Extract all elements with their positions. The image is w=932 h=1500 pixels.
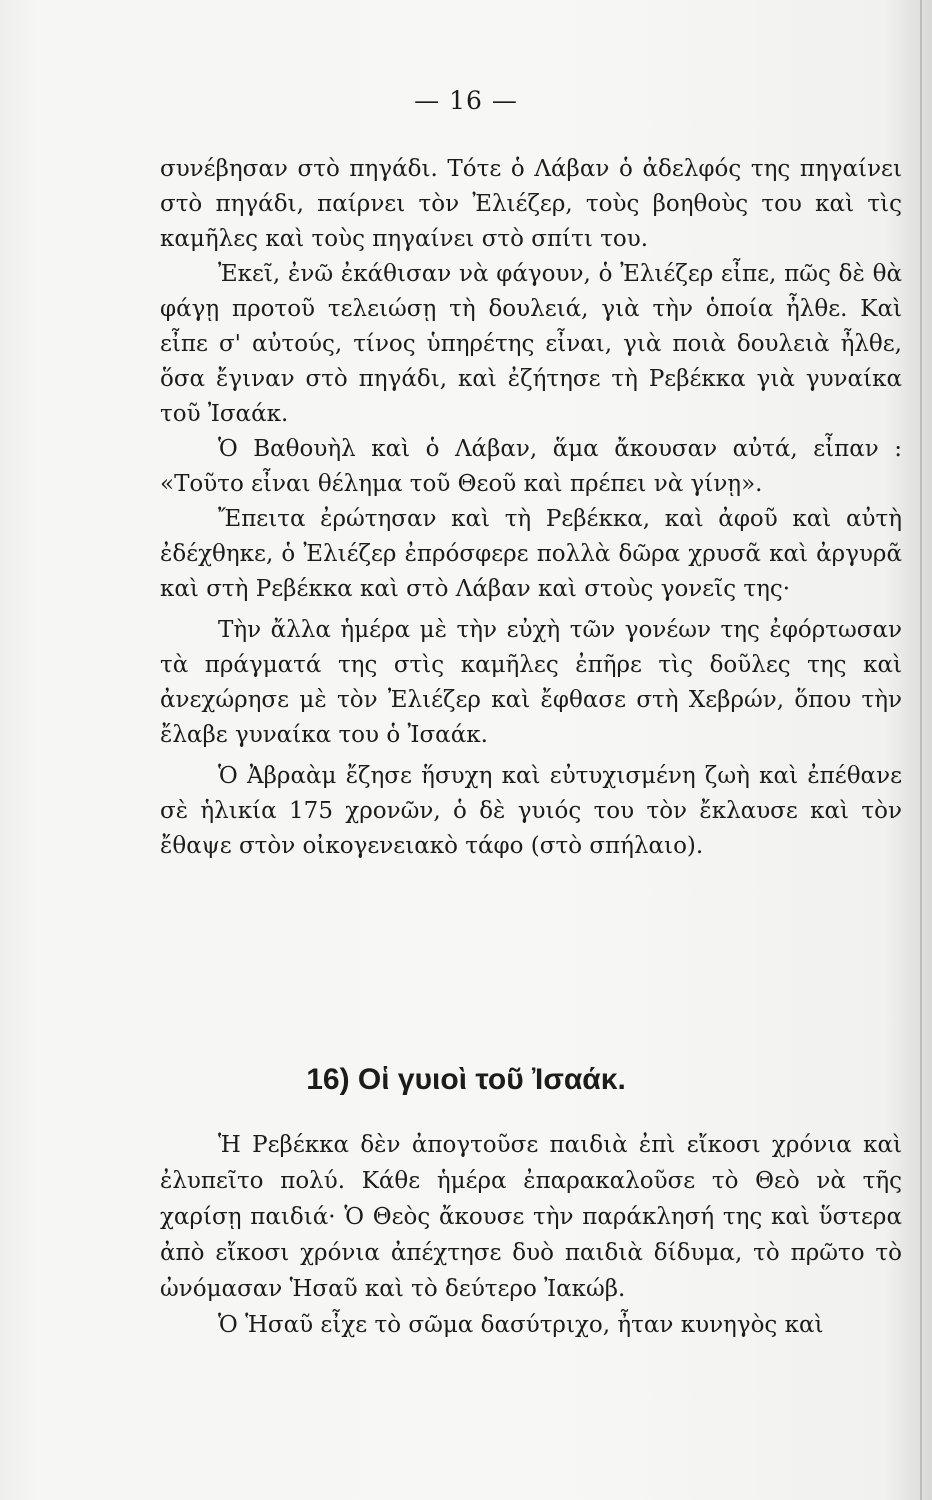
- paragraph: Ὁ Ἡσαῦ εἶχε τὸ σῶμα δασύτριχο, ἦταν κυνηγὸς καὶ: [218, 1312, 824, 1338]
- paragraph: συνέβησαν στὸ πηγάδι. Τότε ὁ Λάβαν ὁ ἀδελφός της πηγαίνει στὸ πηγάδι, παίρνει τὸν Ἐλιέζερ, τοὺς βοηθοὺς του καὶ τὶς καμῆλες καὶ τοὺς πηγαίνει στὸ σπίτι του.: [160, 156, 902, 252]
- section-heading: 16) Οἱ γυιοὶ τοῦ Ἰσαάκ.: [306, 1063, 626, 1096]
- paragraph: Ἐκεῖ, ἐνῶ ἐκάθισαν νὰ φάγουν, ὁ Ἐλιέζερ εἶπε, πῶς δὲ θὰ φάγῃ προτοῦ τελειώσῃ τὴ δουλειά, γιὰ τὴν ὁποία ἦλθε. Καὶ εἶπε σ' αὐτούς, τίνος ὑπηρέτης εἶναι, γιὰ ποιὰ δουλειὰ ἦλθε, ὅσα ἔγιναν στὸ πηγάδι, καὶ ἐζήτησε τὴ Ρεβέκκα γιὰ γυναίκα τοῦ Ἰσαάκ.: [160, 261, 902, 427]
- text-block-top: [160, 152, 902, 864]
- paragraph: Ὁ Βαθουὴλ καὶ ὁ Λάβαν, ἅμα ἄκουσαν αὐτά, εἶπαν : «Τοῦτο εἶναι θέλημα τοῦ Θεοῦ καὶ πρέπει νὰ γίνῃ».: [160, 436, 902, 497]
- page-edge-shadow: [920, 0, 922, 1500]
- paragraph: Τὴν ἄλλα ἡμέρα μὲ τὴν εὐχὴ τῶν γονέων της ἐφόρτωσαν τὰ πράγματά της στὶς καμῆλες ἐπῆρε τὶς δοῦλες της καὶ ἀνεχώρησε μὲ τὸν Ἐλιέζερ καὶ ἔφθασε στὴ Χεβρών, ὅπου τὴν ἔλαβε γυναίκα του ὁ Ἰσαάκ.: [160, 617, 902, 748]
- paragraph: Ἡ Ρεβέκκα δὲν ἀπογτοῦσε παιδιὰ ἐπὶ εἴκοσι χρόνια καὶ ἐλυπεῖτο πολύ. Κάθε ἡμέρα ἐπαρακαλοῦσε τὸ Θεὸ νὰ τῆς χαρίσῃ παιδιά· Ὁ Θεὸς ἄκουσε τὴν παράκλησή της καὶ ὕστερα ἀπὸ εἴκοσι χρόνια ἀπέχτησε δυὸ παιδιὰ δίδυμα, τὸ πρῶτο τὸ ὠνόμασαν Ἡσαῦ καὶ τὸ δεύτερο Ἰακώβ.: [160, 1132, 902, 1302]
- paragraph: Ἔπειτα ἐρώτησαν καὶ τὴ Ρεβέκκα, καὶ ἀφοῦ καὶ αὐτὴ ἐδέχθηκε, ὁ Ἐλιέζερ ἐπρόσφερε πολλὰ δῶρα χρυσᾶ καὶ ἀργυρᾶ καὶ στὴ Ρεβέκκα καὶ στὸ Λάβαν καὶ στοὺς γονεῖς της·: [160, 506, 902, 602]
- page-number: — 16 —: [414, 86, 518, 115]
- paragraph: Ὁ Ἀβραὰμ ἔζησε ἥσυχη καὶ εὐτυχισμένη ζωὴ καὶ ἐπέθανε σὲ ἡλικία 175 χρονῶν, ὁ δὲ γυιός του τὸν ἔκλαυσε καὶ τὸν ἔθαψε στὸν οἰκογενειακὸ τάφο (στὸ σπήλαιο).: [160, 763, 902, 859]
- text-block-bottom: [160, 1127, 902, 1343]
